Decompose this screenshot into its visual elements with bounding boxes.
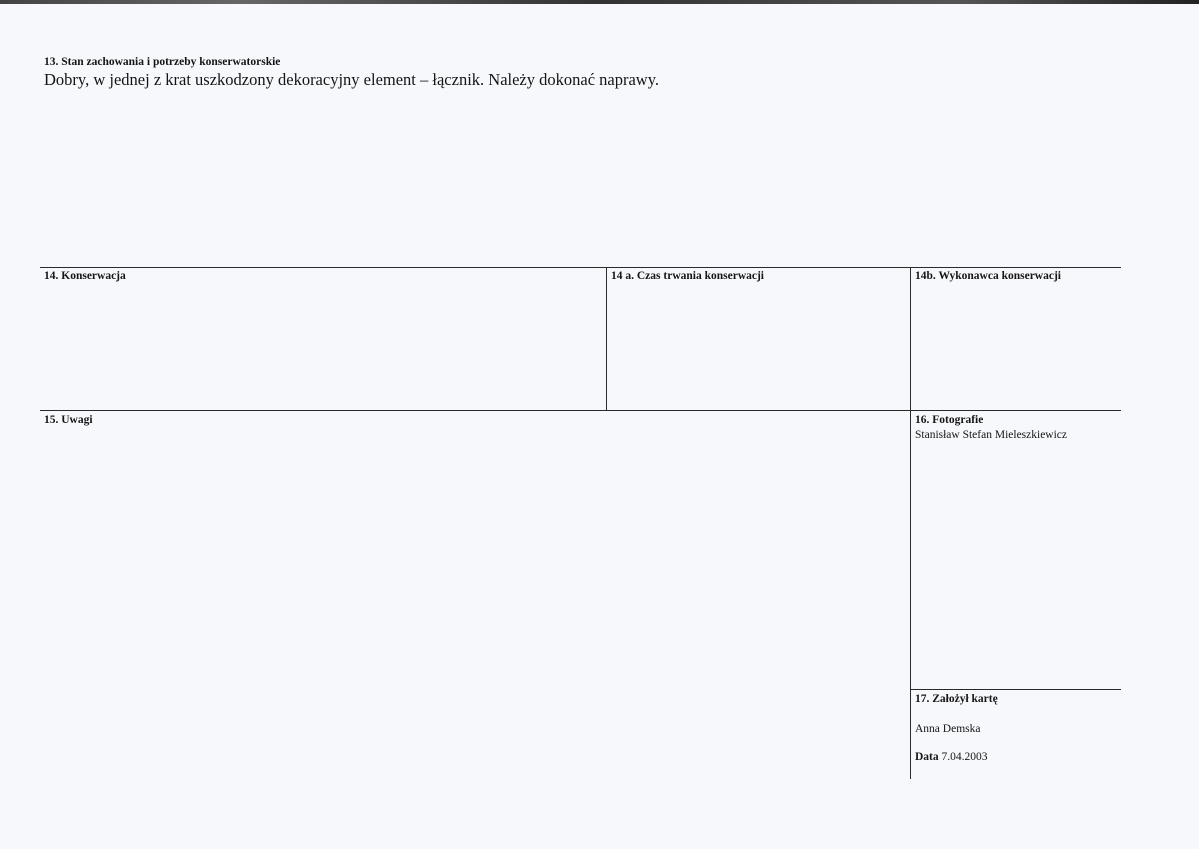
section-14-label: 14. Konserwacja xyxy=(44,270,126,282)
section-13-text: Dobry, w jednej z krat uszkodzony dekoracyjny element – łącznik. Należy dokonać naprawy. xyxy=(44,70,660,89)
section-17-author: Anna Demska xyxy=(915,723,981,735)
date-value: 7.04.2003 xyxy=(941,751,988,763)
section-14a-label: 14 a. Czas trwania konserwacji xyxy=(611,270,764,282)
rule-divider-14a xyxy=(606,267,607,410)
section-15-label: 15. Uwagi xyxy=(44,414,93,426)
rule-top-row xyxy=(40,267,1121,268)
rule-section-17 xyxy=(910,689,1121,690)
section-13-label: 13. Stan zachowania i potrzeby konserwatorskie xyxy=(44,56,281,68)
section-16-photographer: Stanisław Stefan Mieleszkiewicz xyxy=(915,429,1068,441)
section-14b-label: 14b. Wykonawca konserwacji xyxy=(915,270,1061,282)
section-16-label: 16. Fotografie xyxy=(915,414,984,426)
section-17-date xyxy=(915,751,988,763)
date-label: Data xyxy=(915,751,939,763)
rule-divider-right-column xyxy=(910,267,911,779)
scan-edge xyxy=(0,0,1199,4)
section-17-label: 17. Założył kartę xyxy=(915,693,998,705)
rule-middle-row xyxy=(40,410,1121,411)
